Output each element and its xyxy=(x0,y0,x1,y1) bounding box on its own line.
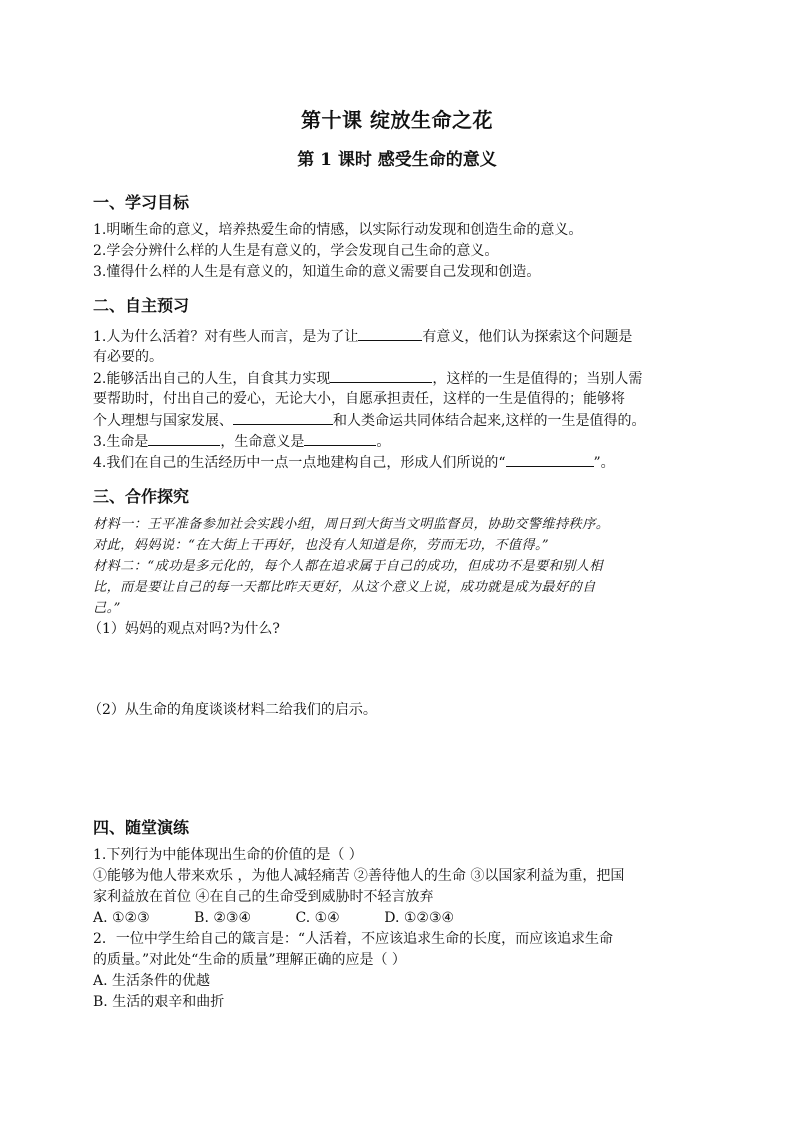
preview-q2-text-a: 2.能够活出自己的人生，自食其力实现 xyxy=(93,371,331,387)
objective-item-3: 3.懂得什么样的人生是有意义的，知道生命的意义需要自己发现和创造。 xyxy=(93,264,541,280)
page-title: 第十课 绽放生命之花 xyxy=(301,108,493,132)
fill-blank-2[interactable] xyxy=(330,368,432,383)
preview-q3-text-a: 3.生命是 xyxy=(93,434,149,450)
preview-q3-text-c: 。 xyxy=(376,434,391,450)
preview-q4-text-a: 4.我们在自己的生活经历中一点一点地建构自己，形成人们所说的“ xyxy=(93,455,506,471)
fill-blank-1[interactable] xyxy=(358,326,422,341)
practice-question-1: 1.下列行为中能体现出生命的价值的是（ ） xyxy=(93,847,363,863)
fill-blank-3[interactable] xyxy=(233,410,333,425)
practice-question-1-options-a: ①能够为他人带来欢乐 ，为他人减轻痛苦 ②善待他人的生命 ③以国家利益为重，把国 xyxy=(93,868,625,884)
cooperative-question-1: （1）妈妈的观点对吗?为什么? xyxy=(88,621,280,637)
fill-blank-6[interactable] xyxy=(506,452,594,467)
preview-q2-text-b: ，这样的一生是值得的；当别人需 xyxy=(432,371,643,387)
objective-item-1: 1.明晰生命的意义，培养热爱生命的情感，以实际行动发现和创造生命的意义。 xyxy=(93,222,583,238)
material-1-line-1: 材料一：王平准备参加社会实践小组，周日到大街当文明监督员，协助交警维持秩序。 xyxy=(93,517,610,532)
preview-q3-text-b: ，生命意义是 xyxy=(220,434,305,450)
practice-question-2-cont: 的质量。”对此处“生命的质量”理解正确的应是（ ） xyxy=(93,952,406,968)
preview-question-4 xyxy=(93,452,713,473)
section-heading-preview: 二、自主预习 xyxy=(93,296,190,315)
practice-question-2-choice-a: A. 生活条件的优越 xyxy=(93,973,211,989)
practice-question-2-choice-b: B. 生活的艰辛和曲折 xyxy=(93,994,225,1010)
material-2-line-2: 比，而是要让自己的每一天都比昨天更好，从这个意义上说，成功就是成为最好的自 xyxy=(93,580,596,595)
section-heading-cooperative: 三、合作探究 xyxy=(93,487,190,506)
preview-question-1 xyxy=(93,326,713,347)
fill-blank-5[interactable] xyxy=(304,431,376,446)
practice-question-1-choices: A. ①②③ B. ②③④ C. ①④ D. ①②③④ xyxy=(93,910,455,926)
preview-question-1-cont: 有必要的。 xyxy=(93,349,163,365)
preview-q1-text-b: 有意义，他们认为探索这个问题是 xyxy=(422,329,633,345)
preview-question-2-cont: 要帮助时，付出自己的爱心，无论大小，自愿承担责任，这样的一生是值得的；能够将 xyxy=(93,391,625,407)
preview-q2-text-d: 和人类命运共同体结合起来,这样的一生是值得的。 xyxy=(333,413,646,429)
preview-q2-text-c: 个人理想与国家发展、 xyxy=(93,413,233,429)
page-subtitle: 第 1 课时 感受生命的意义 xyxy=(297,150,497,170)
objective-item-2: 2.学会分辨什么样的人生是有意义的，学会发现自己生命的意义。 xyxy=(93,243,499,259)
preview-question-2 xyxy=(93,368,713,389)
material-1-line-2: 对此，妈妈说：“在大街上干再好，也没有人知道是你，劳而无功，不值得。” xyxy=(93,538,550,553)
section-heading-objectives: 一、学习目标 xyxy=(93,193,190,212)
material-2-line-1: 材料二：“成功是多元化的，每个人都在追求属于自己的成功，但成功不是要和别人相 xyxy=(93,559,603,574)
section-heading-practice: 四、随堂演练 xyxy=(93,818,190,837)
preview-question-2-cont2 xyxy=(93,410,713,431)
material-2-line-3: 己。” xyxy=(93,601,121,616)
preview-question-3 xyxy=(93,431,713,452)
fill-blank-4[interactable] xyxy=(148,431,220,446)
cooperative-question-2: （2）从生命的角度谈谈材料二给我们的启示。 xyxy=(88,702,377,718)
preview-q1-text-a: 1.人为什么活着？对有些人而言，是为了让 xyxy=(93,329,359,345)
practice-question-1-options-b: 家利益放在首位 ④在自己的生命受到威胁时不轻言放弃 xyxy=(93,889,434,905)
practice-question-2: 2．一位中学生给自己的箴言是：“人活着，不应该追求生命的长度，而应该追求生命 xyxy=(93,931,614,947)
preview-q4-text-b: ”。 xyxy=(593,455,615,471)
